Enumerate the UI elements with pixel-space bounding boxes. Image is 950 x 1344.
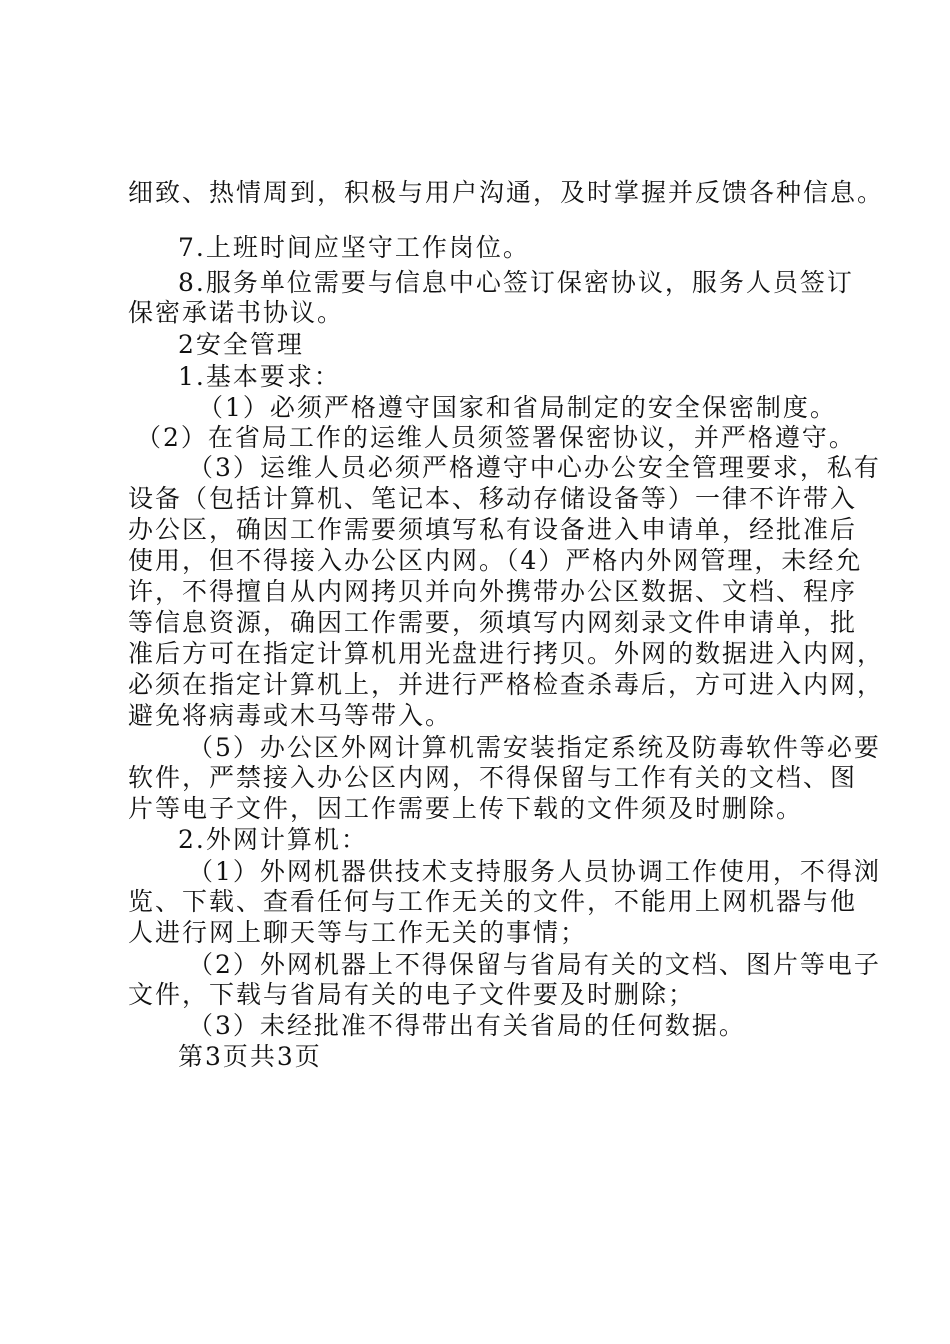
text-line: 人进行网上聊天等与工作无关的事情；: [128, 918, 588, 947]
text-line: 设备（包括计算机、笔记本、移动存储设备等）一律不许带入: [128, 484, 858, 513]
text-line: （1）外网机器供技术支持服务人员协调工作使用，不得浏: [188, 857, 881, 886]
text-line: （5）办公区外网计算机需安装指定系统及防毒软件等必要: [188, 733, 881, 762]
section-heading: 2安全管理: [178, 330, 304, 359]
text-line: 软件，严禁接入办公区内网，不得保留与工作有关的文档、图: [128, 763, 858, 792]
text-line: 办公区，确因工作需要须填写私有设备进入申请单，经批准后: [128, 515, 858, 544]
text-line: 使用，但不得接入办公区内网。（4）严格内外网管理，未经允: [128, 546, 863, 575]
text-line: 文件，下载与省局有关的电子文件要及时删除；: [128, 980, 696, 1009]
text-line: 细致、热情周到，积极与用户沟通，及时掌握并反馈各种信息。: [128, 178, 885, 207]
text-line: 许，不得擅自从内网拷贝并向外携带办公区数据、文档、程序: [128, 577, 858, 606]
text-line: 准后方可在指定计算机用光盘进行拷贝。外网的数据进入内网，: [128, 639, 885, 668]
text-line: 片等电子文件，因工作需要上传下载的文件须及时删除。: [128, 794, 804, 823]
subsection-heading: 2.外网计算机：: [178, 825, 368, 854]
text-line: （3）运维人员必须严格遵守中心办公安全管理要求，私有: [188, 453, 881, 482]
text-line: 保密承诺书协议。: [128, 298, 345, 327]
text-line: （2）外网机器上不得保留与省局有关的文档、图片等电子: [188, 950, 881, 979]
page-footer: 第3页共3页: [178, 1042, 322, 1071]
text-line: 8.服务单位需要与信息中心签订保密协议，服务人员签订: [178, 268, 854, 297]
text-line: （2）在省局工作的运维人员须签署保密协议，并严格遵守。: [136, 423, 856, 452]
text-line: 必须在指定计算机上，并进行严格检查杀毒后，方可进入内网，: [128, 670, 885, 699]
text-line: （3）未经批准不得带出有关省局的任何数据。: [188, 1011, 746, 1040]
text-line: （1）必须严格遵守国家和省局制定的安全保密制度。: [198, 393, 837, 422]
text-line: 览、下载、查看任何与工作无关的文件，不能用上网机器与他: [128, 887, 858, 916]
text-line: 避免将病毒或木马等带入。: [128, 701, 453, 730]
text-line: 7.上班时间应坚守工作岗位。: [178, 233, 530, 262]
subsection-heading: 1.基本要求：: [178, 362, 341, 391]
text-line: 等信息资源，确因工作需要，须填写内网刻录文件申请单，批: [128, 608, 858, 637]
